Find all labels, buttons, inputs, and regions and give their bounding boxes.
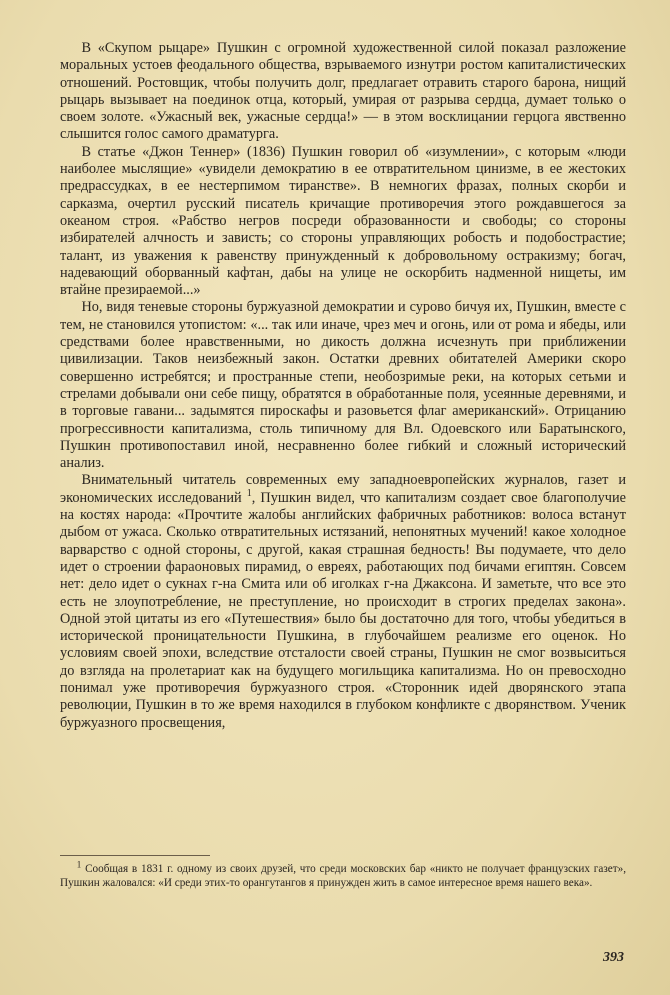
footnote [60, 859, 627, 890]
footnote-divider [60, 855, 210, 856]
paragraph-4 [60, 472, 626, 731]
paragraph-1: В «Скупом рыцаре» Пушкин с огромной художественной силой показал разложение моральных устоев феодального общества, взрываемого изнутри ростом капиталистических отношений. Ростовщик, чтобы получить долг, предлагает отравить старого барона, нищий рыцарь вызывает на поединок отца, который, умирая от разрыва сердца, думает только о своем золоте. «Ужасный век, ужасные сердца!» — в этом восклицании герцога явственно слышится голос самого драматурга. [60, 40, 626, 143]
footnote-reference: 1 [246, 487, 252, 499]
paragraph-4-start: Внимательный читатель современных ему западноевропейских журналов, газет и экономических исследований [60, 472, 626, 506]
paragraph-2: В статье «Джон Теннер» (1836) Пушкин говорил об «изумлении», с которым «люди наиболее мыслящие» «увидели демократию в ее отвратительном цинизме, в ее жестоких предрассудках, в ее нестерпимом тиранстве». В немногих фразах, полных скорби и сарказма, очертил русский писатель кричащие противоречия этого рождавшегося за океаном строя. «Рабство негров посреди образованности и свободы; со стороны избирателей алчность и зависть; со стороны управляющих робость и подобострастие; талант, из уважения к равенству принужденный к добровольному остракизму; богач, надевающий оборванный кафтан, дабы на улице не оскорбить надменной нищеты, им втайне презираемой...» [60, 143, 626, 299]
paragraph-4-rest: , Пушкин видел, что капитализм создает свое благополучие на костях народа: «Прочтите жалобы английских фабричных работников: волоса встанут дыбом от ужаса. Сколько отвратительных истязаний, непонятных мучений! какое холодное варварство с одной стороны, с другой, какая страшная бедность! Вы подумаете, что дело идет о строении фараоновых пирамид, о евреях, работающих под бичами египтян. Совсем нет: дело идет о сукнах г-на Смита или об иголках г-на Джаксона. И заметьте, что все это есть не злоупотребление, не преступление, но происходит в строгих пределах закона». Одной этой цитаты из его «Путешествия» было бы достаточно для того, чтобы убедиться в исторической проницательности Пушкина, в глубочайшем реализме его оценок. Но условиям своей эпохи, вследствие отсталости своей страны, Пушкин не смог возвыситься до взгляда на пролетариат как на будущего могильщика капитализма. Но он превосходно понимал уже противоречия буржуазного строя. «Сторонник идей дворянского этапа революции, Пушкин в то же время находился в глубоком конфликте с дворянством. Ученик буржуазного просвещения, [60, 489, 626, 731]
main-text [60, 40, 626, 732]
footnote-number: 1 [76, 859, 82, 870]
page-number: 393 [603, 950, 624, 965]
footnote-text: Сообщая в 1831 г. одному из своих друзей, что среди московских бар «никто не получает французских газет», Пушкин жаловался: «И среди этих-то орангутангов я принужден жить в самое интересное время нашего века». [60, 863, 627, 890]
paragraph-3: Но, видя теневые стороны буржуазной демократии и сурово бичуя их, Пушкин, вместе с тем, не становился утопистом: «... так или иначе, чрез меч и огонь, или от рома и ябеды, или средствами более нравственными, но дикость должна исчезнуть при приближении цивилизации. Таков неизбежный закон. Остатки древних обитателей Америки скоро совершенно истребятся; и пространные степи, необозримые реки, на которых сетьми и стрелами добывали они себе пищу, обратятся в обработанные поля, усеянные деревнями, и в торговые гавани... задымятся пироскафы и разовьется флаг американский». Отрицанию прогрессивности капитализма, столь типичному для Вл. Одоевского или Баратынского, Пушкин противопоставил иной, несравненно более гибкий и сложный исторический анализ. [60, 299, 626, 472]
